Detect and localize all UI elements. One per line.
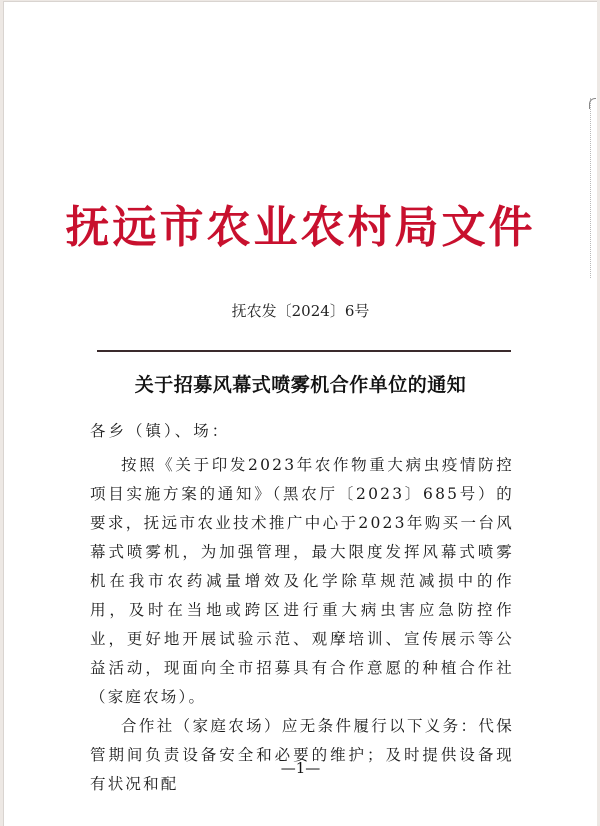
body-text bbox=[90, 451, 514, 793]
paragraph-1: 按照《关于印发2023年农作物重大病虫疫情防控项目实施方案的通知》（黑农厅〔2023〕685号）的要求，抚远市农业技术推广中心于2023年购买一台风幕式喷雾机，为加强管理，最大限度发挥风幕式喷雾机在我市农药减量增效及化学除草规范减损中的作用，及时在当地或跨区进行重大病虫害应急防控作业，更好地开展试验示范、观摩培训、宣传展示等公益活动，现面向全市招募具有合作意愿的种植合作社（家庭农场）。 bbox=[90, 456, 514, 706]
salutation: 各乡（镇）、场： bbox=[90, 422, 231, 440]
page-number: —1— bbox=[280, 759, 321, 777]
document-page bbox=[3, 1, 597, 826]
document-masthead: 抚远市农业农村局文件 bbox=[65, 202, 536, 253]
notice-title: 关于招募风幕式喷雾机合作单位的通知 bbox=[134, 374, 467, 396]
paragraph-2: 合作社（家庭农场）应无条件履行以下义务：代保管期间负责设备安全和必要的维护；及时提供设备现有状况和配 bbox=[90, 717, 514, 793]
document-number: 抚农发〔2024〕6号 bbox=[231, 302, 370, 320]
header-divider bbox=[97, 350, 511, 352]
